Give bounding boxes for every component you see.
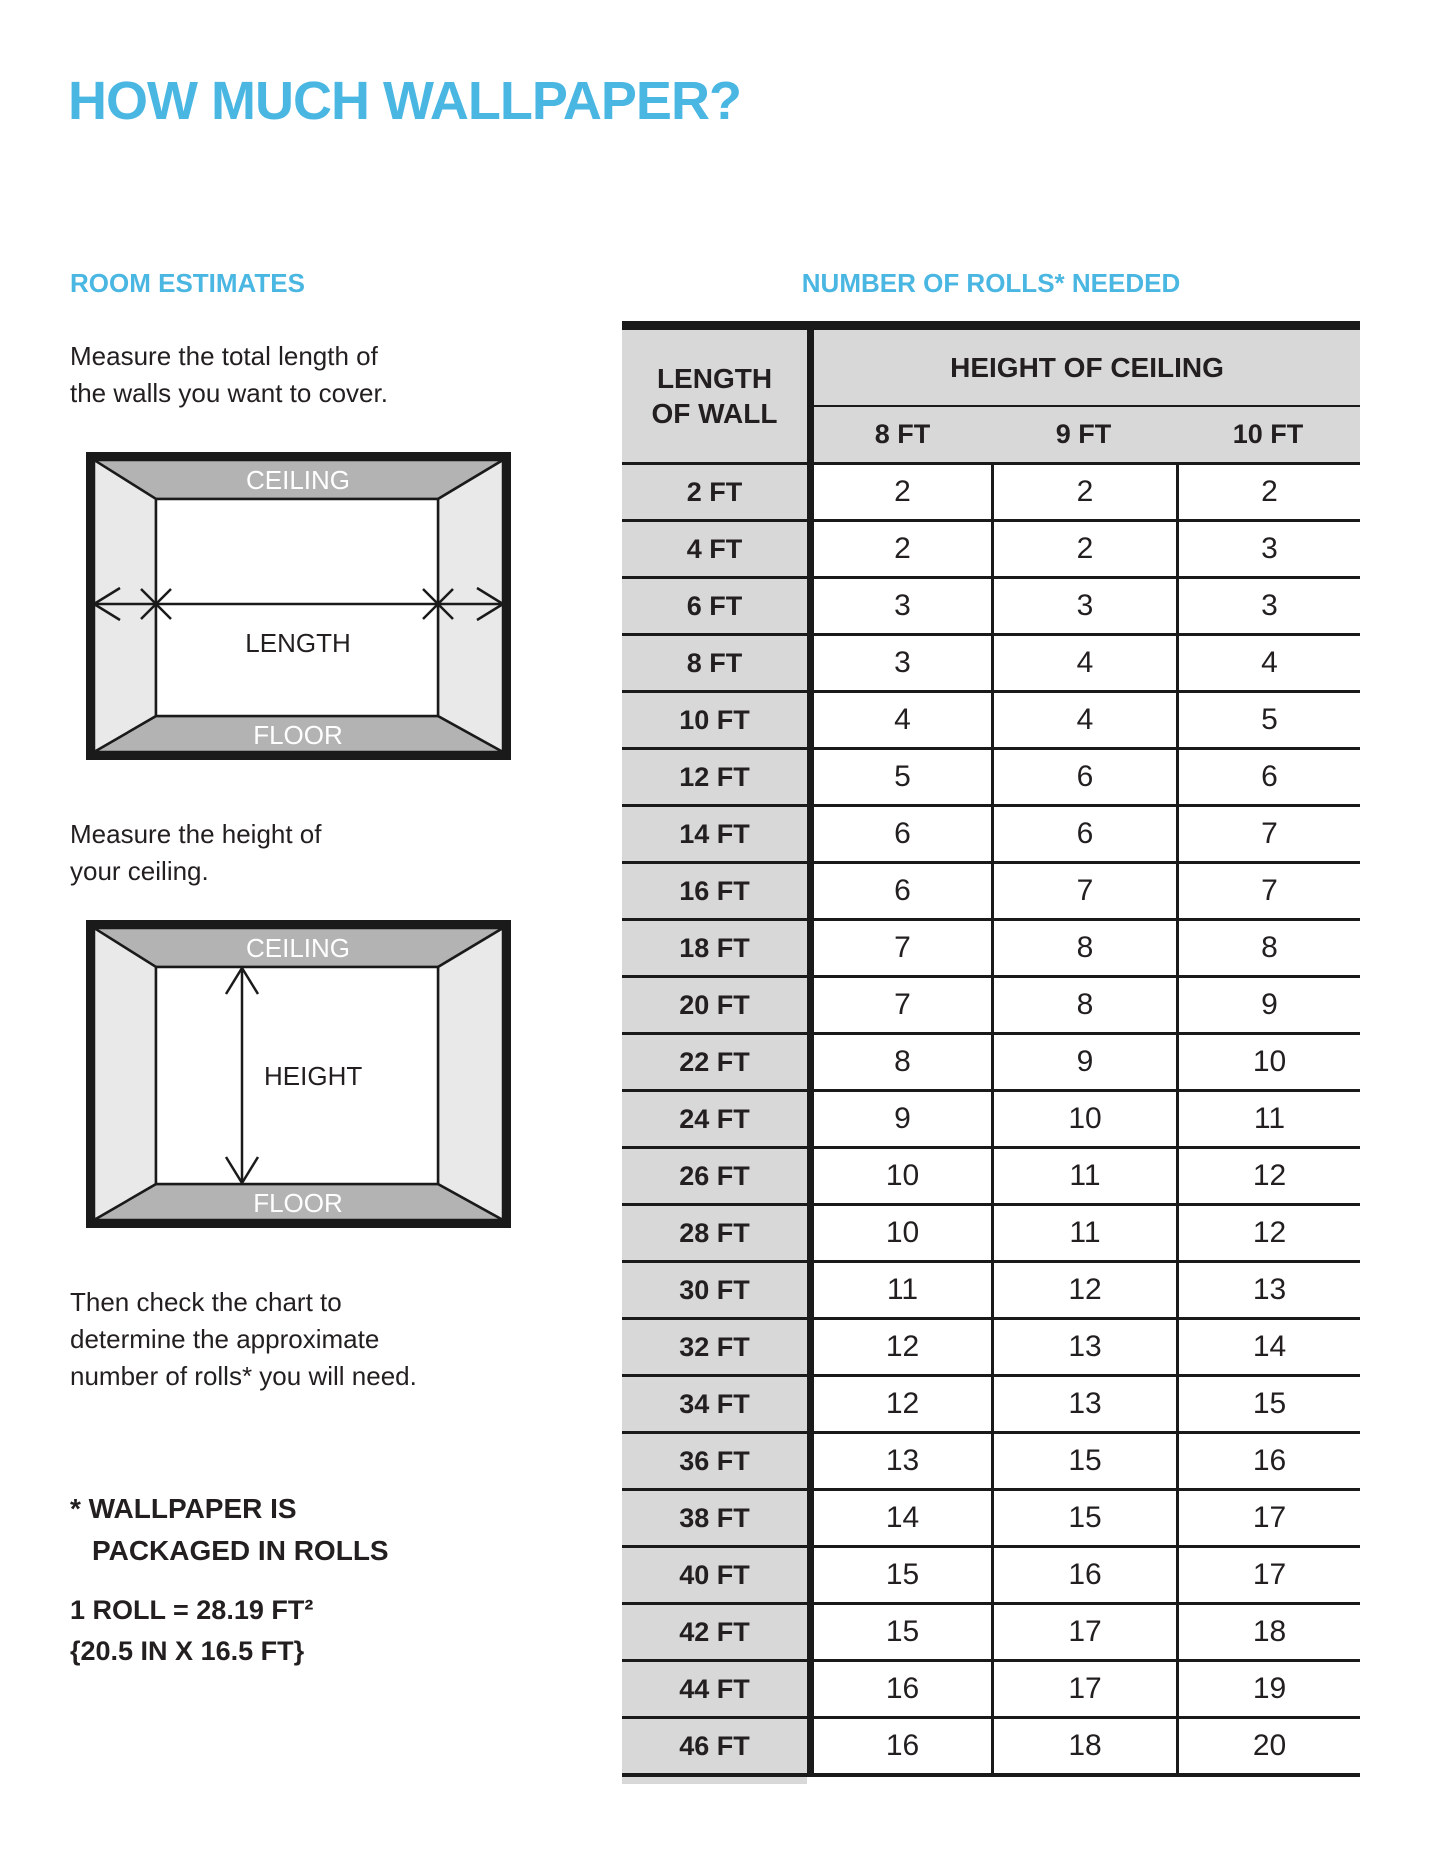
rolls-value-cell: 6 — [991, 750, 1176, 804]
wall-length-cell: 2 FT — [622, 465, 807, 519]
left-wall-face — [94, 460, 156, 752]
rolls-value-cell: 9 — [991, 1035, 1176, 1089]
rolls-value-cell: 16 — [991, 1548, 1176, 1602]
rolls-value-cell: 8 — [1176, 921, 1360, 975]
rolls-value-cell: 11 — [1176, 1092, 1360, 1146]
wall-length-cell: 24 FT — [622, 1092, 807, 1146]
table-row — [622, 633, 1360, 690]
rolls-value-cell: 3 — [991, 579, 1176, 633]
rolls-value-cell: 18 — [991, 1719, 1176, 1773]
column-header-9ft: 9 FT — [1055, 419, 1112, 449]
wall-length-cell: 40 FT — [622, 1548, 807, 1602]
text-line: PACKAGED IN ROLLS — [92, 1535, 389, 1566]
wall-length-cell: 4 FT — [622, 522, 807, 576]
text-line: your ceiling. — [70, 856, 209, 886]
text-line: OF WALL — [651, 398, 778, 429]
rolls-value-cell: 5 — [1176, 693, 1360, 747]
rolls-footnote — [70, 1488, 389, 1572]
text-line: number of rolls* you will need. — [70, 1361, 417, 1391]
rolls-value-cell: 12 — [1176, 1149, 1360, 1203]
rolls-value-cell: 15 — [807, 1605, 991, 1659]
rolls-value-cell: 11 — [807, 1263, 991, 1317]
rolls-value-cell: 2 — [807, 465, 991, 519]
wall-length-cell: 36 FT — [622, 1434, 807, 1488]
rolls-value-cell: 15 — [991, 1491, 1176, 1545]
wall-length-cell: 42 FT — [622, 1605, 807, 1659]
rolls-value-cell: 8 — [807, 1035, 991, 1089]
ceiling-label: CEILING — [245, 933, 351, 963]
wall-length-cell: 20 FT — [622, 978, 807, 1032]
rolls-value-cell: 10 — [807, 1149, 991, 1203]
rolls-value-cell: 5 — [807, 750, 991, 804]
rolls-value-cell: 17 — [991, 1662, 1176, 1716]
table-row — [622, 1659, 1360, 1716]
table-row — [622, 918, 1360, 975]
table-top-rule — [622, 321, 1360, 330]
rolls-value-cell: 6 — [1176, 750, 1360, 804]
table-row — [622, 1602, 1360, 1659]
wall-length-cell: 44 FT — [622, 1662, 807, 1716]
length-label: LENGTH — [245, 628, 351, 658]
rolls-value-cell: 11 — [991, 1206, 1176, 1260]
page-title: HOW MUCH WALLPAPER? — [68, 71, 741, 131]
wall-length-cell: 32 FT — [622, 1320, 807, 1374]
rolls-value-cell: 4 — [807, 693, 991, 747]
wall-length-cell: 16 FT — [622, 864, 807, 918]
table-row — [622, 1032, 1360, 1089]
table-row — [622, 1488, 1360, 1545]
height-of-ceiling-header-group — [807, 330, 1360, 462]
instruction-step-2 — [70, 816, 322, 890]
table-row — [622, 1260, 1360, 1317]
text-line: {20.5 IN X 16.5 FT} — [70, 1636, 305, 1666]
text-line: * WALLPAPER IS — [70, 1493, 297, 1524]
back-wall-face — [156, 499, 438, 716]
rolls-value-cell: 7 — [807, 921, 991, 975]
rolls-value-cell: 10 — [991, 1092, 1176, 1146]
rolls-value-cell: 15 — [1176, 1377, 1360, 1431]
rolls-value-cell: 10 — [807, 1206, 991, 1260]
rolls-value-cell: 18 — [1176, 1605, 1360, 1659]
floor-label: FLOOR — [253, 720, 343, 750]
text-line: Measure the height of — [70, 819, 322, 849]
text-line: the walls you want to cover. — [70, 378, 388, 408]
rolls-value-cell: 2 — [991, 465, 1176, 519]
rolls-value-cell: 6 — [807, 864, 991, 918]
wall-length-cell: 12 FT — [622, 750, 807, 804]
rolls-value-cell: 6 — [807, 807, 991, 861]
column-header-10ft: 10 FT — [1232, 419, 1304, 449]
rolls-value-cell: 3 — [807, 579, 991, 633]
height-label: HEIGHT — [264, 1061, 363, 1091]
text-line: Then check the chart to — [70, 1287, 342, 1317]
rolls-value-cell: 9 — [1176, 978, 1360, 1032]
rolls-value-cell: 7 — [991, 864, 1176, 918]
rolls-value-cell: 15 — [807, 1548, 991, 1602]
room-height-diagram — [86, 920, 511, 1228]
floor-label: FLOOR — [253, 1188, 343, 1218]
wall-length-cell: 26 FT — [622, 1149, 807, 1203]
rolls-value-cell: 16 — [807, 1719, 991, 1773]
rolls-value-cell: 14 — [1176, 1320, 1360, 1374]
text-line: Measure the total length of — [70, 341, 378, 371]
length-of-wall-header — [622, 330, 807, 462]
table-row — [622, 576, 1360, 633]
table-header — [622, 330, 1360, 462]
instruction-step-3 — [70, 1284, 417, 1395]
rolls-value-cell: 12 — [807, 1377, 991, 1431]
rolls-value-cell: 16 — [1176, 1434, 1360, 1488]
wall-length-cell: 8 FT — [622, 636, 807, 690]
rolls-value-cell: 19 — [1176, 1662, 1360, 1716]
rolls-value-cell: 4 — [991, 693, 1176, 747]
table-row — [622, 747, 1360, 804]
table-row — [622, 975, 1360, 1032]
wall-length-cell: 46 FT — [622, 1719, 807, 1773]
rolls-value-cell: 12 — [807, 1320, 991, 1374]
rolls-value-cell: 17 — [1176, 1491, 1360, 1545]
rolls-table-body — [622, 462, 1360, 1773]
rolls-value-cell: 17 — [1176, 1548, 1360, 1602]
rolls-value-cell: 7 — [1176, 864, 1360, 918]
table-row — [622, 1716, 1360, 1773]
rolls-value-cell: 2 — [991, 522, 1176, 576]
wall-length-cell: 30 FT — [622, 1263, 807, 1317]
rolls-value-cell: 12 — [991, 1263, 1176, 1317]
rolls-value-cell: 13 — [991, 1320, 1176, 1374]
rolls-table — [622, 321, 1360, 1784]
right-wall-face — [438, 928, 503, 1220]
rolls-value-cell: 16 — [807, 1662, 991, 1716]
ceiling-label: CEILING — [245, 465, 351, 495]
room-length-diagram — [86, 452, 511, 760]
rolls-value-cell: 3 — [807, 636, 991, 690]
table-row — [622, 519, 1360, 576]
rolls-value-cell: 8 — [991, 978, 1176, 1032]
rolls-value-cell: 12 — [1176, 1206, 1360, 1260]
rolls-value-cell: 11 — [991, 1149, 1176, 1203]
column-header-8ft: 8 FT — [874, 419, 931, 449]
table-row — [622, 1317, 1360, 1374]
rolls-value-cell: 13 — [1176, 1263, 1360, 1317]
rolls-value-cell: 4 — [991, 636, 1176, 690]
rolls-value-cell: 3 — [1176, 522, 1360, 576]
rolls-value-cell: 7 — [807, 978, 991, 1032]
wall-length-cell: 6 FT — [622, 579, 807, 633]
rolls-value-cell: 8 — [991, 921, 1176, 975]
table-row — [622, 1374, 1360, 1431]
table-row — [622, 1545, 1360, 1602]
table-row — [622, 690, 1360, 747]
rolls-value-cell: 17 — [991, 1605, 1176, 1659]
table-row — [622, 861, 1360, 918]
rolls-value-cell: 15 — [991, 1434, 1176, 1488]
right-wall-face — [438, 460, 503, 752]
wall-length-cell: 18 FT — [622, 921, 807, 975]
ceiling-height-columns — [814, 407, 1360, 462]
height-of-ceiling-header: HEIGHT OF CEILING — [814, 330, 1360, 407]
table-gray-tail — [622, 1777, 807, 1784]
table-row — [622, 1203, 1360, 1260]
text-line: LENGTH — [656, 363, 773, 394]
wall-length-cell: 22 FT — [622, 1035, 807, 1089]
wall-length-cell: 28 FT — [622, 1206, 807, 1260]
rolls-value-cell: 13 — [991, 1377, 1176, 1431]
rolls-value-cell: 2 — [1176, 465, 1360, 519]
rolls-value-cell: 2 — [807, 522, 991, 576]
rolls-value-cell: 4 — [1176, 636, 1360, 690]
room-estimates-heading: ROOM ESTIMATES — [70, 268, 305, 298]
rolls-value-cell: 3 — [1176, 579, 1360, 633]
roll-size-info — [70, 1590, 313, 1672]
text-line: 1 ROLL = 28.19 FT² — [70, 1595, 314, 1625]
rolls-table-heading: NUMBER OF ROLLS* NEEDED — [801, 268, 1181, 298]
text-line: determine the approximate — [70, 1324, 380, 1354]
instruction-step-1 — [70, 338, 388, 412]
rolls-value-cell: 7 — [1176, 807, 1360, 861]
wall-length-cell: 34 FT — [622, 1377, 807, 1431]
table-row — [622, 462, 1360, 519]
table-row — [622, 1146, 1360, 1203]
table-row — [622, 1431, 1360, 1488]
wall-length-cell: 10 FT — [622, 693, 807, 747]
rolls-value-cell: 9 — [807, 1092, 991, 1146]
wall-length-cell: 38 FT — [622, 1491, 807, 1545]
rolls-value-cell: 10 — [1176, 1035, 1360, 1089]
rolls-value-cell: 13 — [807, 1434, 991, 1488]
table-row — [622, 804, 1360, 861]
wall-length-cell: 14 FT — [622, 807, 807, 861]
left-wall-face — [94, 928, 156, 1220]
rolls-value-cell: 6 — [991, 807, 1176, 861]
rolls-value-cell: 20 — [1176, 1719, 1360, 1773]
rolls-value-cell: 14 — [807, 1491, 991, 1545]
table-row — [622, 1089, 1360, 1146]
